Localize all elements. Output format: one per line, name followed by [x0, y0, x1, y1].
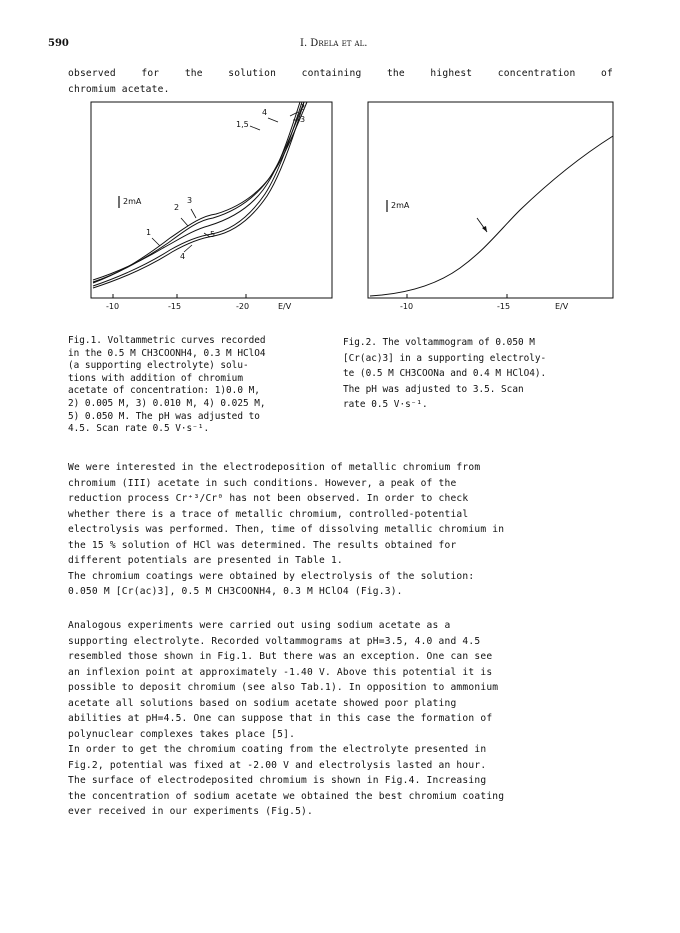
- text-line: chromium (III) acetate in such conditions. However, a peak of the: [68, 477, 457, 489]
- curve-5: [93, 102, 304, 288]
- curve-label: 4: [262, 108, 268, 117]
- x-axis-unit: E/V: [555, 302, 569, 311]
- caption-line: in the 0.5 M CH3COONH4, 0.3 M HClO4: [68, 347, 266, 359]
- text-line: Analogous experiments were carried out using sodium acetate as a: [68, 620, 451, 631]
- figure-1-plot: [88, 100, 338, 315]
- text-line: The surface of electrodeposited chromium is shown in Fig.4. Increasing: [68, 775, 487, 786]
- figure-1: [88, 100, 338, 315]
- curve-label: 3: [187, 196, 193, 205]
- curve-label: 4: [180, 252, 186, 261]
- text-line: acetate all solutions based on sodium acetate showed poor plating: [68, 697, 457, 709]
- running-title: I. Drela et al.: [300, 38, 368, 49]
- text-line: reduction process Cr⁺³/Cr⁰ has not been observed. In order to check: [68, 493, 469, 504]
- text-line: the 15 % solution of HCl was determined. The results obtained for: [68, 539, 457, 551]
- caption-line: Fig.2. The voltammogram of 0.050 M: [343, 337, 535, 348]
- text-line: In order to get the chromium coating from the electrolyte presented in: [68, 744, 487, 755]
- text-line: possible to deposit chromium (see also Tab.1). In opposition to ammonium: [68, 682, 499, 693]
- curve-3: [93, 102, 307, 283]
- caption-line: 4.5. Scan rate 0.5 V·s⁻¹.: [68, 423, 210, 435]
- body-paragraph-2: [68, 618, 613, 820]
- curve-4: [93, 102, 302, 286]
- caption-line: tions with addition of chromium: [68, 372, 243, 384]
- curve-label: 1: [146, 228, 152, 237]
- text-line: We were interested in the electrodeposition of metallic chromium from: [68, 462, 481, 473]
- caption-line: 5) 0.050 M. The pH was adjusted to: [68, 410, 260, 422]
- figure-1-caption: [68, 335, 330, 436]
- caption-line: 2) 0.005 M, 3) 0.010 M, 4) 0.025 M,: [68, 397, 266, 409]
- curve-1: [93, 102, 300, 280]
- text-line: resembled those shown in Fig.1. But there was an exception. One can see: [68, 651, 493, 662]
- scale-label: 2mA: [391, 201, 410, 210]
- x-tick-label: -20: [236, 302, 250, 311]
- caption-line: (a supporting electrolyte) solu-: [68, 360, 249, 372]
- curve-label: 3: [300, 115, 306, 124]
- x-tick-label: -15: [497, 302, 511, 311]
- text-line: polynuclear complexes takes place [5].: [68, 728, 296, 740]
- caption-line: Fig.1. Voltammetric curves recorded: [68, 335, 266, 346]
- text-line: supporting electrolyte. Recorded voltammograms at pH=3.5, 4.0 and 4.5: [68, 635, 481, 647]
- text-line: observed for the solution containing the highest concentration of: [68, 68, 613, 79]
- curve-2: [93, 102, 304, 282]
- text-line: abilities at pH=4.5. One can suppose that in this case the formation of: [68, 713, 493, 724]
- scale-label: 2mA: [123, 197, 142, 206]
- text-line: chromium acetate.: [68, 83, 170, 95]
- curve-label: 5: [210, 230, 216, 239]
- figure-2-caption: [343, 335, 613, 413]
- curve-label: 1,5: [236, 120, 249, 129]
- text-line: ever received in our experiments (Fig.5).: [68, 806, 314, 817]
- x-tick-label: -15: [168, 302, 182, 311]
- caption-line: [Cr(ac)3] in a supporting electroly-: [343, 352, 547, 364]
- page-number: 590: [48, 38, 69, 49]
- text-line: the concentration of sodium acetate we obtained the best chromium coating: [68, 790, 505, 802]
- text-line: an inflexion point at approximately -1.40 V. Above this potential it is: [68, 666, 493, 678]
- voltammogram-curve: [370, 136, 613, 296]
- text-line: The chromium coatings were obtained by electrolysis of the solution:: [68, 570, 475, 582]
- caption-line: acetate of concentration: 1)0.0 M,: [68, 385, 260, 397]
- text-line: 0.050 M [Cr(ac)3], 0.5 M CH3COONH4, 0.3 M HClO4 (Fig.3).: [68, 586, 403, 597]
- curve-label: 2: [174, 203, 180, 212]
- caption-line: rate 0.5 V·s⁻¹.: [343, 399, 428, 410]
- text-line: electrolysis was performed. Then, time of dissolving metallic chromium in: [68, 524, 505, 535]
- x-tick-label: -10: [106, 302, 120, 311]
- x-tick-label: -10: [400, 302, 414, 311]
- x-axis-unit: E/V: [278, 302, 292, 311]
- caption-line: te (0.5 M CH3COONa and 0.4 M HClO4).: [343, 368, 547, 379]
- caption-line: The pH was adjusted to 3.5. Scan: [343, 383, 524, 395]
- text-line: whether there is a trace of metallic chromium, controlled-potential: [68, 508, 469, 520]
- curve-label: 2: [300, 103, 306, 112]
- intro-paragraph: [68, 66, 613, 97]
- figure-2: [365, 100, 620, 315]
- body-paragraph-1: [68, 460, 613, 600]
- text-line: different potentials are presented in Table 1.: [68, 555, 343, 566]
- text-line: Fig.2, potential was fixed at -2.00 V and electrolysis lasted an hour.: [68, 759, 487, 771]
